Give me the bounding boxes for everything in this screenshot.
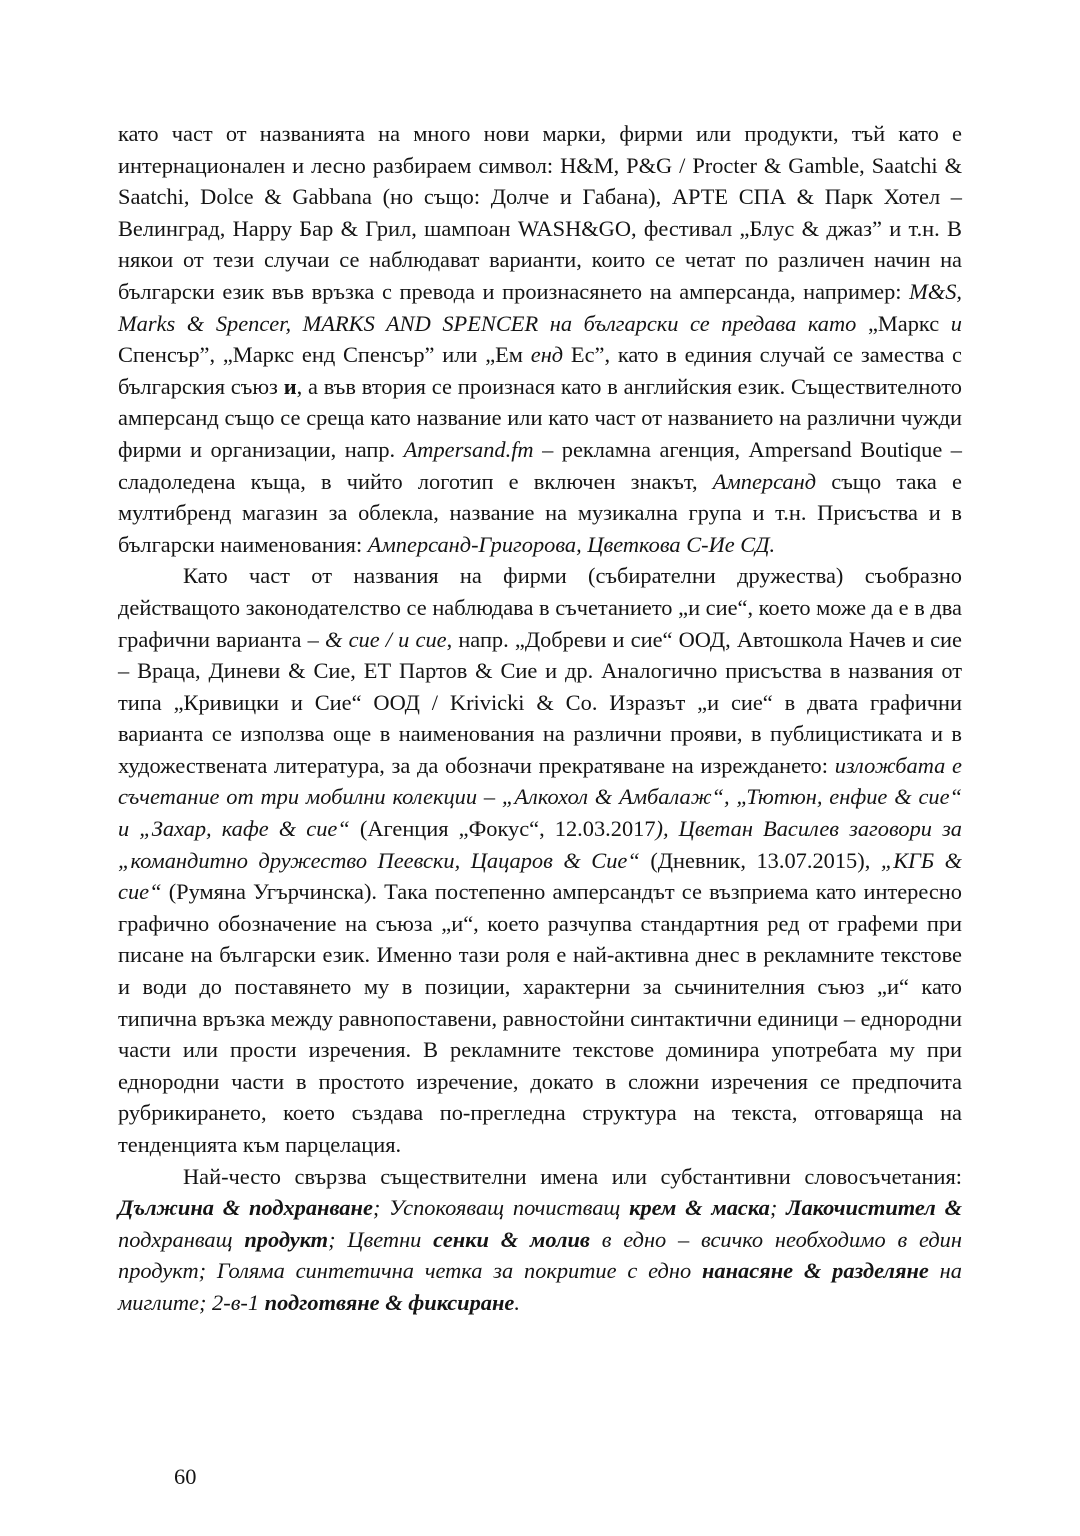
text-run: Амперсанд-Григорова, Цветкова С-Ие СД. [367,531,776,557]
text-run: сенки & молив [433,1226,590,1252]
text-run: Спенсър”, „Маркс енд Спенсър” или „Ем [118,342,531,368]
text-run: Най-често свързва съществителни имена или субстантивни словосъчетания: [183,1163,962,1189]
text-run: , а във втория се произнася като в английския език. Съществителното амперсанд също се среща като название или като част от названието на различни чужди фирми и организации, напр. [118,373,962,462]
text-run: M&S, Marks & Spencer, MARKS AND SPENCER на български се предава като [118,278,962,336]
paragraph [118,118,962,560]
text-run: като част от названията на много нови марки, фирми или продукти, тъй като е интернационален и лесно разбираем символ: H&M, P&G / Procter & Gamble, Saatchi & Saatchi, Dolce & Gabbana (но също: Долче и Габана), АРТЕ СПА & Парк Хотел – Велинград, Нарру Бар & Грил, шампоан WASH&GO, фестивал „Блус & джаз” и т.н. В някои от тези случаи се наблюдават варианти, които се четат по различен начин на български език във връзка с превода и произнасянето на амперсанда, например: [118,121,962,304]
text-run: – рекламна агенция, Ampersand Boutique – сладоледена къща, в чийто логотип е включен знакът, [118,436,962,494]
text-run: на миглите; 2-в-1 [118,1258,962,1315]
text-run: също така е мултибренд магазин за облекла, название на музикална група и т.н. Присъства и в български наименования: [118,468,962,557]
text-run: Амперсанд [712,468,817,494]
text-run: ; Успокояващ почистващ [372,1195,630,1221]
text-run: Дължина & подхранване [118,1195,373,1221]
text-run: нанасяне & разделяне [701,1258,929,1284]
text-run: „Маркс [856,310,951,336]
text-run: Лакочистител & [786,1195,963,1221]
text-run: Ampersand.fm [403,436,534,462]
text-run: в едно – всичко необходимо в един продукт; Голяма синтетична четка за покритие с едно [118,1226,962,1284]
text-run: продукт [244,1226,329,1252]
text-run: крем & маска [629,1195,770,1221]
page-number: 60 [174,1464,197,1489]
text-run: (Агенция „Фокус“, 12.03.2017 [349,816,656,842]
paragraph [118,560,962,1160]
text-run: подготвяне & фиксиране [264,1289,515,1315]
text-run: и [950,310,962,336]
paragraph [118,1161,962,1319]
text-run: , напр. „Добреви и сие“ ООД, Автошкола Начев и сие – Враца, Диневи & Сие, ЕТ Партов & Сие и др. Аналогично присъства в названия от типа „Кривицки и Сие“ ООД / Krivicki & Co. Изразът „и сие“ в двата графични варианта се използва още в наименования на различни прояви, в публицистиката и в художествената литература, за да обозначи прекратяване на изреждането: [118,626,962,778]
text-run: & сие / и сие [325,626,447,652]
text-run: Като част от названия на фирми (събирателни дружества) съобразно действащото законодателство се наблюдава в съчетанието „и сие“, което може да е в два графични варианта – [118,563,962,652]
text-run: ), Цветан Василев заговори за „командитно дружество Пеевски, Цацаров & Сие“ [118,816,962,873]
text-run: ; [769,1195,787,1221]
text-run: и [283,373,297,399]
text-run: ; Цветни [328,1226,434,1252]
text-run: (Дневник, 13.07.2015), [639,847,881,873]
text-run: подхранващ [118,1226,245,1252]
text-run: (Румяна Угърчинска). Така постепенно амперсандът се възприема като интересно графично обозначение на съюза „и“, което разчупва стандартния ред от графеми при писане на български език. Именно тази роля е най-активна днес в рекламните текстове и води до поставянето му в позиции, характерни за сьчинителния съюз „и“ като типична връзка между равнопоставени, равностойни синтактични единици – еднородни части или прости изречения. В рекламните текстове доминира употребата му при еднородни части в простото изречение, докато в сложни изречения се предпочита рубрикирането, което създава по-прегледна структура на текста, отговаряща на тенденцията към парцелация. [118,879,962,1157]
text-run: . [514,1289,520,1315]
text-run: „КГБ & сие“ [118,847,963,905]
text-block [118,118,962,1319]
text-run: Ес”, като в единия случай се замества с българския съюз [118,342,962,399]
text-run: изложбата е съчетание от три мобилни колекции – „Алкохол & Амбалаж“, „Тютюн, енфие & сие“ и „Захар, кафе & сие“ [118,752,962,842]
page-body [118,118,962,1319]
text-run: енд [530,342,564,368]
